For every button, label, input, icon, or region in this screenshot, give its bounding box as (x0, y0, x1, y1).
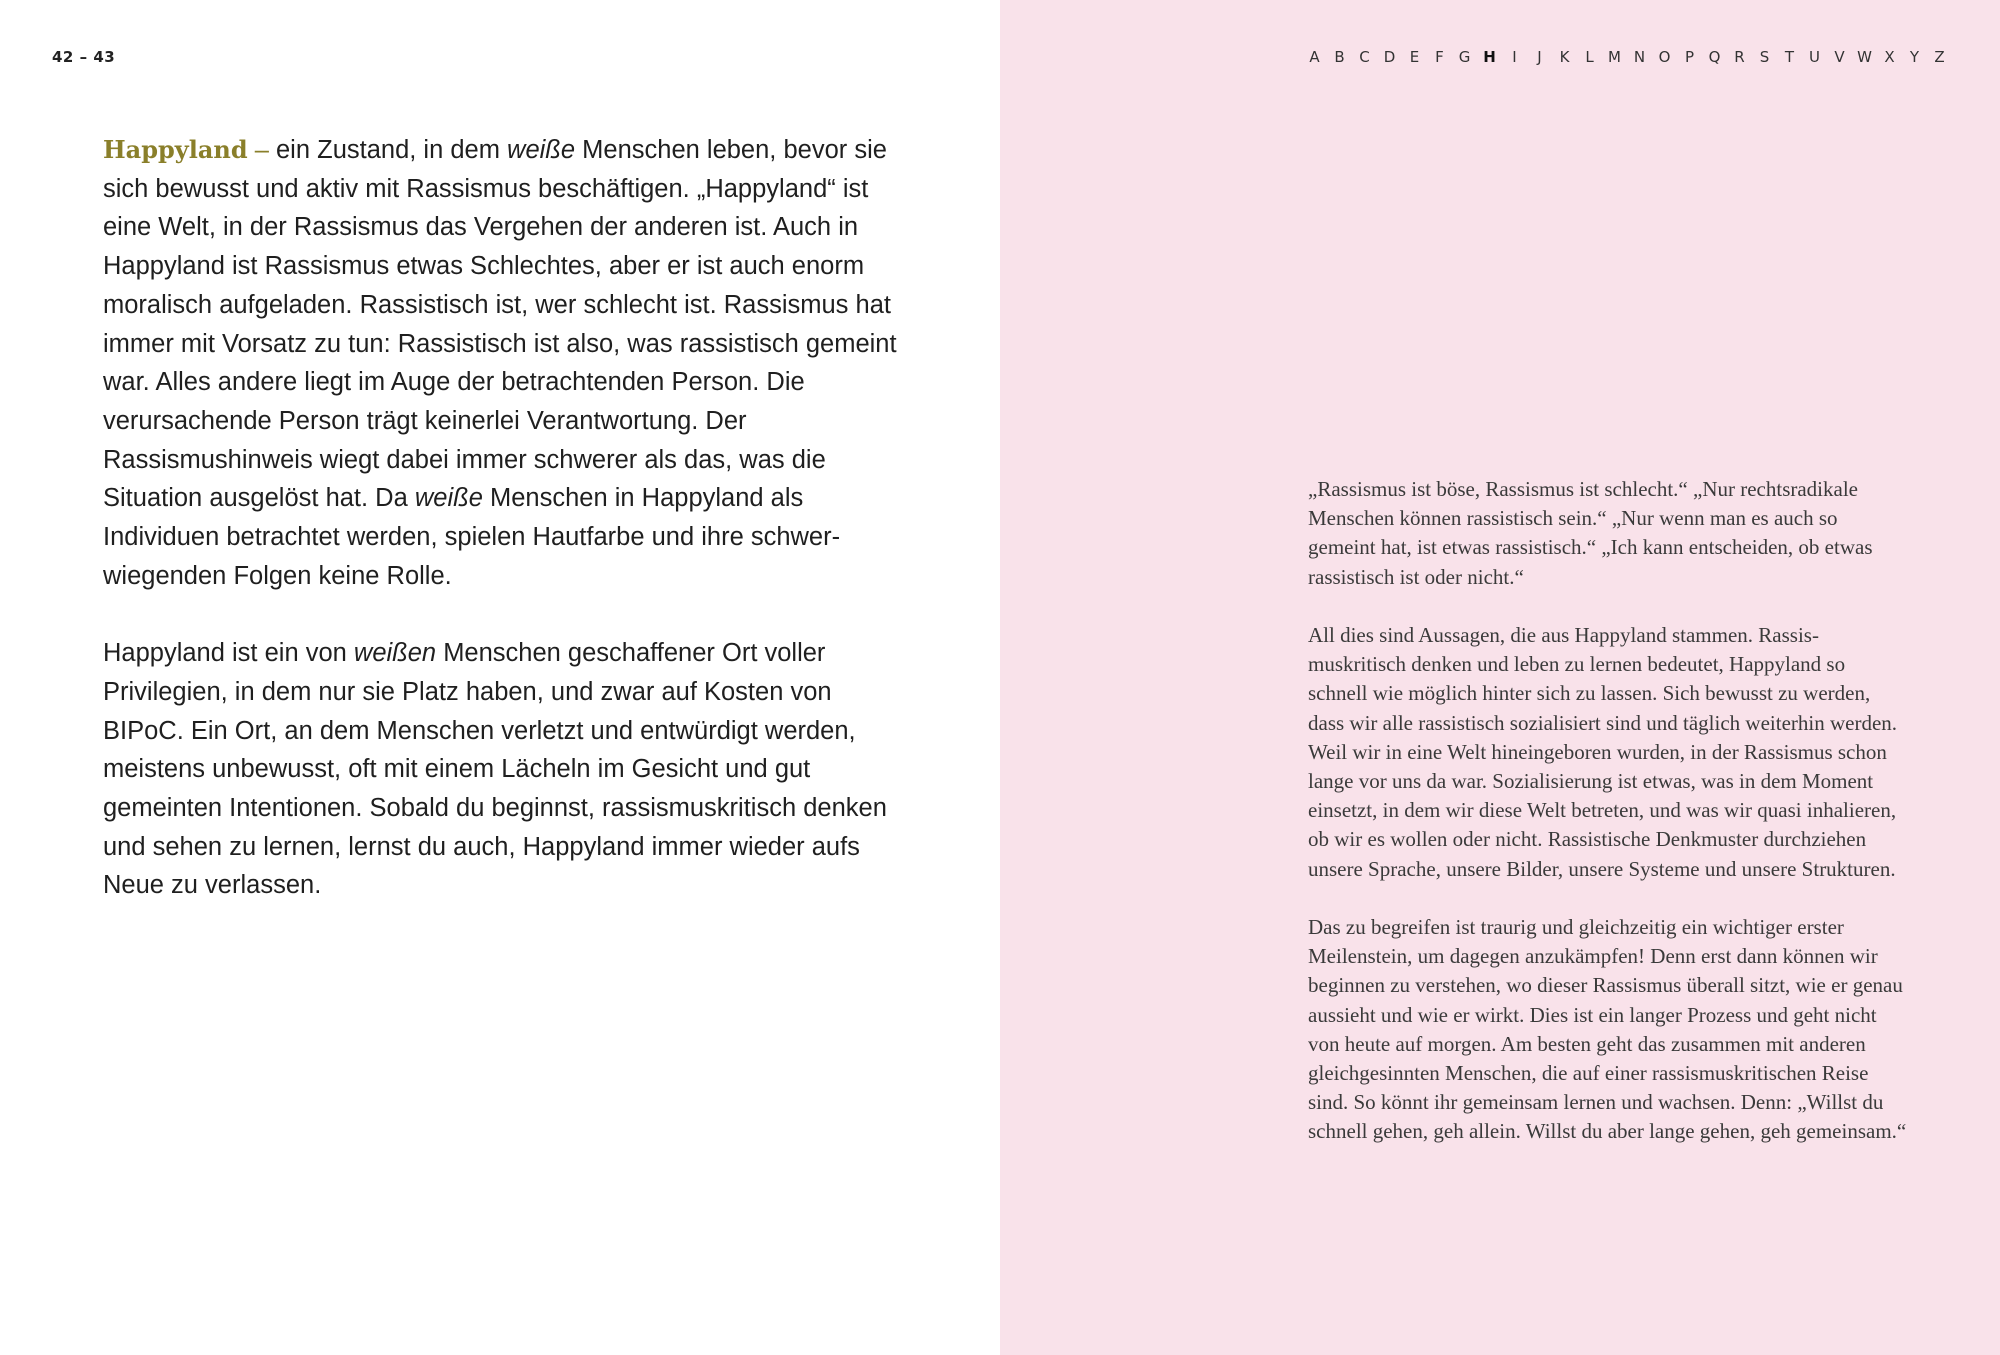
alphabet-letter-p: P (1684, 48, 1695, 66)
main-p1-text-c: Menschen in Happyland als Individuen betrachtet werden, spielen Hautfarbe und ihre schwerwiegenden Folgen keine Rolle. (103, 484, 841, 590)
main-p2-emphasis-1: weißen (353, 639, 437, 668)
alphabet-letter-t: T (1784, 48, 1795, 66)
alphabet-letter-e: E (1409, 48, 1420, 66)
alphabet-letter-x: X (1884, 48, 1895, 66)
alphabet-letter-u: U (1809, 48, 1820, 66)
main-paragraph-1 (103, 131, 903, 595)
alphabet-letter-v: V (1834, 48, 1845, 66)
alphabet-letter-g: G (1458, 48, 1471, 66)
alphabet-letter-s: S (1759, 48, 1770, 66)
alphabet-letter-q: Q (1708, 48, 1721, 66)
alphabet-letter-b: B (1334, 48, 1345, 66)
page-number: 42 – 43 (52, 48, 116, 66)
alphabet-letter-d: D (1383, 48, 1396, 66)
term-dash: – (247, 136, 276, 164)
alphabet-letter-z: Z (1934, 48, 1945, 66)
alphabet-letter-k: K (1559, 48, 1570, 66)
alphabet-letter-h: H (1483, 48, 1496, 66)
alphabet-letter-m: M (1608, 48, 1621, 66)
alphabet-letter-i: I (1512, 48, 1517, 66)
main-p1-emphasis-1: weiße (507, 136, 576, 164)
glossary-term: Happyland (103, 135, 248, 164)
alphabet-letter-w: W (1857, 48, 1872, 66)
main-p1-text-a: ein Zustand, in dem (276, 136, 508, 164)
alphabet-letter-o: O (1658, 48, 1671, 66)
alphabet-letter-r: R (1734, 48, 1745, 66)
main-p1-text-b: Menschen leben, bevor sie sich bewusst und aktiv mit Rassismus beschäftigen. „Happyland“ ist eine Welt, in der Rassismus das Vergehen der anderen ist. Auch in Happyland ist Rassismus etwas Schlechtes, aber er ist auch enorm moralisch aufgeladen. Rassistisch ist, wer schlecht ist. Rassismus hat immer mit Vorsatz zu tun: Rassistisch ist also, was rassistisch gemeint war. Alles andere liegt im Auge der betrachtenden Person. Die verursachende Person trägt keinerlei Verantwortung. Der Rassismushinweis wiegt dabei immer schwerer als das, was die Situation ausgelöst hat. Da (103, 136, 897, 513)
main-paragraph-2 (103, 634, 903, 905)
alphabet-letter-j: J (1537, 48, 1542, 66)
main-text (103, 131, 903, 905)
side-paragraph-1: „Rassismus ist böse, Rassismus ist schlecht.“ „Nur rechtsradikale Menschen können rassistisch sein.“ „Nur wenn man es auch so gemeint hat, ist etwas rassistisch.“ „Ich kann entscheiden, ob etwas rassistisch ist oder nicht.“ (1308, 477, 1873, 589)
main-p2-text-b: Menschen geschaffener Ort voller Privilegien, in dem nur sie Platz haben, und zwar auf Kosten von BIPoC. Ein Ort, an dem Menschen verletzt und entwürdigt werden, meistens unbewusst, oft mit einem Lächeln im Gesicht und gut gemeinten Intentionen. Sobald du beginnst, rassismuskritisch denken und sehen zu lernen, lernst du auch, Happyland immer wieder aufs Neue zu verlassen. (103, 639, 887, 900)
alphabet-letter-l: L (1585, 48, 1594, 66)
main-p2-text-a: Happyland ist ein von (103, 639, 354, 668)
alphabet-letter-c: C (1359, 48, 1370, 66)
alphabet-index (1302, 48, 1952, 66)
alphabet-letter-a: A (1309, 48, 1320, 66)
alphabet-letter-f: F (1435, 48, 1444, 66)
alphabet-letter-y: Y (1909, 48, 1920, 66)
side-paragraph-2: All dies sind Aussagen, die aus Happyland stammen. Rassismuskritisch denken und leben zu lernen bedeutet, Happyland so schnell wie möglich hinter sich zu lassen. Sich bewusst zu werden, dass wir alle rassistisch sozialisiert sind und täglich weiterhin werden. Weil wir in eine Welt hineingeboren wurden, in der Rassismus schon lange vor uns da war. Sozialisierung ist etwas, was in dem Moment einsetzt, in dem wir diese Welt betreten, und was wir quasi inhalieren, ob wir es wollen oder nicht. Rassistische Denkmuster durchziehen unsere Sprache, unsere Bilder, unsere Systeme und unsere Strukturen. (1308, 623, 1898, 881)
side-text (1308, 475, 1908, 1147)
main-p1-emphasis-2: weiße (414, 484, 483, 513)
alphabet-letter-n: N (1633, 48, 1646, 66)
side-paragraph-3: Das zu begreifen ist traurig und gleichzeitig ein wichtiger erster Meilenstein, um dagegen anzukämpfen! Denn erst dann können wir beginnen zu verstehen, wo dieser Rassismus überall sitzt, wie er genau aussieht und wie er wirkt. Dies ist ein langer Prozess und geht nicht von heute auf morgen. Am besten geht das zusammen mit anderen gleichgesinnten Menschen, die auf einer rassismuskritischen Reise sind. So könnt ihr gemeinsam lernen und wachsen. Denn: „Willst du schnell gehen, geh allein. Willst du aber lange gehen, geh gemeinsam.“ (1308, 915, 1907, 1144)
